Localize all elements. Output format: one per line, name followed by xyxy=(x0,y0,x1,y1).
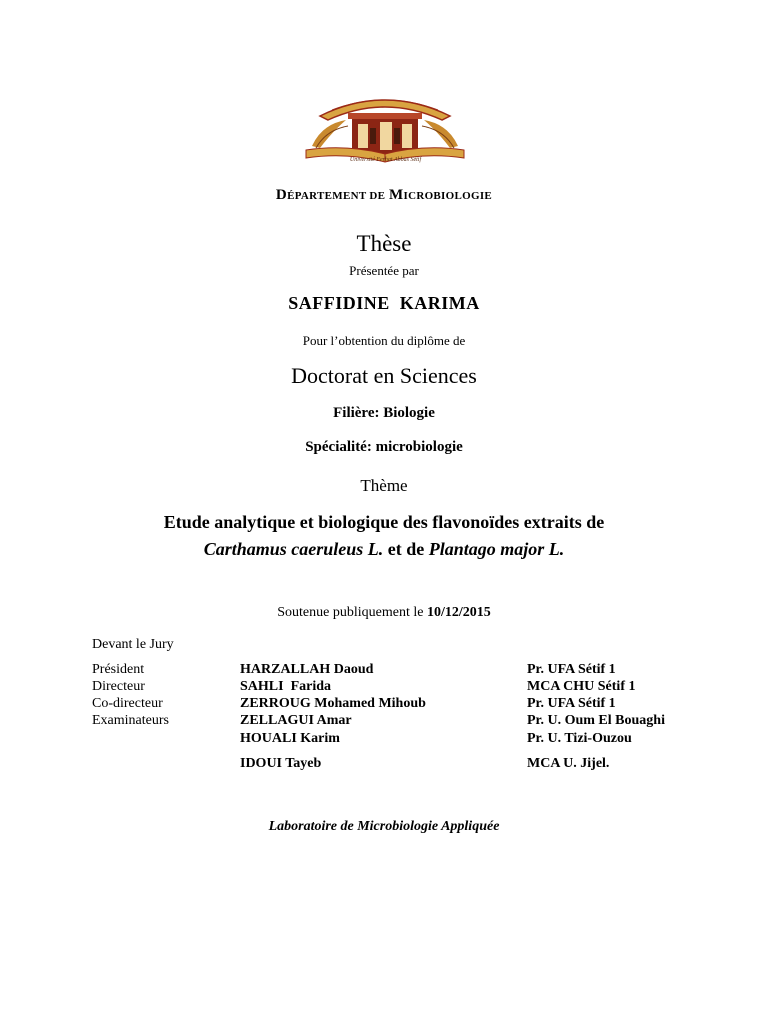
jury-affiliation: Pr. U. Tizi-Ouzou xyxy=(527,731,632,746)
jury-affiliation: MCA CHU Sétif 1 xyxy=(527,679,636,694)
defense-date-value: 10/12/2015 xyxy=(426,605,491,620)
university-emblem-icon xyxy=(302,86,468,166)
document-type: Thèse xyxy=(356,231,412,256)
jury-row xyxy=(0,756,768,774)
jury-member-name: HARZALLAH Daoud xyxy=(240,662,374,677)
jury-row xyxy=(0,696,768,714)
defense-date xyxy=(0,605,768,621)
presented-by: Présentée par xyxy=(349,263,419,278)
theme-label: Thème xyxy=(360,476,408,495)
title-connector: et de xyxy=(383,539,429,559)
jury-member-name: IDOUI Tayeb xyxy=(240,756,322,771)
department-rest-1: ÉPARTEMENT DE xyxy=(287,190,386,202)
jury-member-name: HOUALI Karim xyxy=(240,731,340,746)
logo-caption: Université Ferhat Abbas Sétif xyxy=(349,157,422,163)
defense-prefix: Soutenue publiquement le xyxy=(277,605,427,620)
thesis-title-line1: Etude analytique et biologique des flavonoïdes extraits de xyxy=(163,512,605,532)
jury-affiliation: Pr. UFA Sétif 1 xyxy=(527,696,616,711)
author-name: SAFFIDINE KARIMA xyxy=(288,293,480,313)
jury-role: Co-directeur xyxy=(92,696,163,711)
filiere: Filière: Biologie xyxy=(333,405,435,421)
department-rest-2: ICROBIOLOGIE xyxy=(403,190,493,202)
jury-label: Devant le Jury xyxy=(92,637,174,652)
jury-row xyxy=(0,662,768,680)
jury-member-name: ZERROUG Mohamed Mihoub xyxy=(240,696,426,711)
jury-role: Président xyxy=(92,662,145,677)
jury-role: Directeur xyxy=(92,679,145,694)
jury-affiliation: Pr. U. Oum El Bouaghi xyxy=(527,713,665,728)
department-name xyxy=(0,187,768,204)
species-1: Carthamus caeruleus L. xyxy=(203,539,384,559)
obtention-text: Pour l’obtention du diplôme de xyxy=(302,333,466,348)
jury-row xyxy=(0,679,768,697)
jury-role: Examinateurs xyxy=(92,713,169,728)
degree-title: Doctorat en Sciences xyxy=(291,363,477,388)
jury-row xyxy=(0,713,768,731)
jury-affiliation: MCA U. Jijel. xyxy=(527,756,610,771)
department-initial-2: M xyxy=(389,187,404,203)
jury-member-name: ZELLAGUI Amar xyxy=(240,713,352,728)
department-initial-1: D xyxy=(275,187,288,203)
thesis-title-line2 xyxy=(0,539,768,560)
jury-member-name: SAHLI Farida xyxy=(240,679,332,694)
laboratory: Laboratoire de Microbiologie Appliquée xyxy=(268,819,500,834)
university-logo xyxy=(302,86,468,166)
specialite: Spécialité: microbiologie xyxy=(305,439,463,455)
species-2: Plantago major L. xyxy=(428,539,565,559)
jury-row xyxy=(0,731,768,749)
jury-affiliation: Pr. UFA Sétif 1 xyxy=(527,662,616,677)
